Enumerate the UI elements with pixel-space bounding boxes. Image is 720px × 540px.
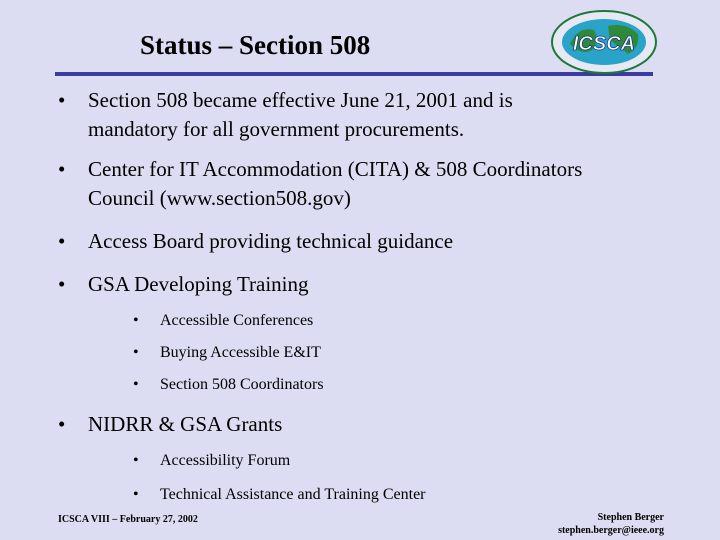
sub-bullet-text: Accessible Conferences <box>160 312 314 329</box>
bullet-text-line: Access Board providing technical guidance <box>88 229 454 253</box>
bullet-text-line: NIDRR & GSA Grants <box>88 412 283 436</box>
sub-bullet-marker: • <box>133 344 139 361</box>
bullet-text-line: GSA Developing Training <box>88 272 309 296</box>
bullet-text-line: Section 508 became effective June 21, 2001 and is <box>88 88 513 112</box>
logo-text: ICSCA <box>572 33 636 55</box>
bullet-marker: • <box>58 229 66 253</box>
footer-event: ICSCA VIII – February 27, 2002 <box>58 514 198 525</box>
sub-bullet-text: Section 508 Coordinators <box>160 376 324 393</box>
footer-author <box>558 511 664 537</box>
sub-bullet-marker: • <box>133 486 139 503</box>
icsca-logo <box>548 6 660 76</box>
sub-bullet-marker: • <box>133 376 139 393</box>
footer-author-name: Stephen Berger <box>597 512 664 523</box>
sub-bullet-marker: • <box>133 452 139 469</box>
bullet-marker: • <box>58 412 66 436</box>
bullet-text-line: mandatory for all government procurements. <box>88 117 465 141</box>
bullet-marker: • <box>58 157 66 181</box>
sub-bullet-text: Accessibility Forum <box>160 452 291 469</box>
sub-bullet-text: Technical Assistance and Training Center <box>160 486 426 503</box>
sub-bullet-text: Buying Accessible E&IT <box>160 344 321 361</box>
slide-title: Status – Section 508 <box>140 30 371 60</box>
bullet-marker: • <box>58 88 66 112</box>
footer-author-email: stephen.berger@ieee.org <box>558 525 664 536</box>
sub-bullet-marker: • <box>133 312 139 329</box>
bullet-marker: • <box>58 272 66 296</box>
bullet-text-line: Council (www.section508.gov) <box>88 186 351 210</box>
bullet-text-line: Center for IT Accommodation (CITA) & 508 Coordinators <box>88 157 583 181</box>
